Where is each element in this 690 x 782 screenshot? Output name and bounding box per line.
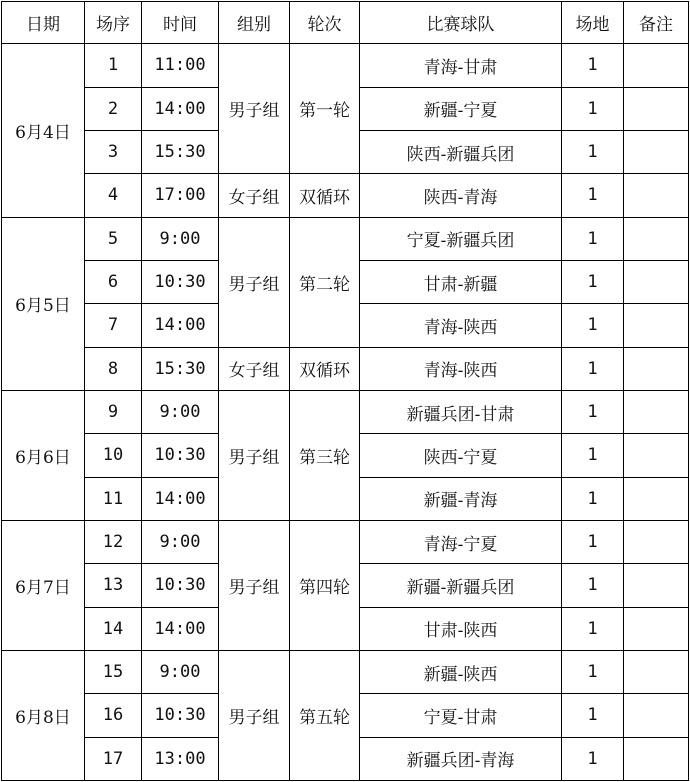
teams-cell: 陕西-新疆兵团 — [360, 130, 562, 173]
teams-cell: 新疆-青海 — [360, 477, 562, 520]
header-venue: 场地 — [562, 2, 624, 44]
table-row — [2, 390, 689, 433]
venue-cell: 1 — [562, 304, 624, 347]
seq-cell: 8 — [85, 347, 142, 390]
group-cell: 女子组 — [219, 174, 290, 217]
table-header-row — [2, 2, 689, 44]
teams-cell: 青海-宁夏 — [360, 520, 562, 563]
time-cell: 13:00 — [142, 737, 219, 780]
header-teams: 比赛球队 — [360, 2, 562, 44]
time-cell: 10:30 — [142, 564, 219, 607]
table-row — [2, 650, 689, 693]
date-cell: 6月8日 — [2, 650, 85, 780]
seq-cell: 7 — [85, 304, 142, 347]
note-cell — [624, 737, 689, 780]
teams-cell: 宁夏-甘肃 — [360, 694, 562, 737]
note-cell — [624, 217, 689, 260]
group-cell: 男子组 — [219, 650, 290, 780]
header-date: 日期 — [2, 2, 85, 44]
note-cell — [624, 347, 689, 390]
venue-cell: 1 — [562, 434, 624, 477]
table-row — [2, 347, 689, 390]
venue-cell: 1 — [562, 607, 624, 650]
venue-cell: 1 — [562, 694, 624, 737]
note-cell — [624, 304, 689, 347]
time-cell: 14:00 — [142, 87, 219, 130]
date-cell: 6月4日 — [2, 44, 85, 217]
time-cell: 10:30 — [142, 260, 219, 303]
time-cell: 11:00 — [142, 44, 219, 87]
round-cell: 第五轮 — [290, 650, 360, 780]
group-cell: 男子组 — [219, 390, 290, 520]
time-cell: 10:30 — [142, 434, 219, 477]
venue-cell: 1 — [562, 174, 624, 217]
time-cell: 10:30 — [142, 694, 219, 737]
date-cell: 6月5日 — [2, 217, 85, 390]
teams-cell: 新疆-新疆兵团 — [360, 564, 562, 607]
table-row — [2, 44, 689, 87]
seq-cell: 3 — [85, 130, 142, 173]
time-cell: 17:00 — [142, 174, 219, 217]
header-group: 组别 — [219, 2, 290, 44]
seq-cell: 5 — [85, 217, 142, 260]
venue-cell: 1 — [562, 260, 624, 303]
teams-cell: 新疆兵团-青海 — [360, 737, 562, 780]
seq-cell: 13 — [85, 564, 142, 607]
teams-cell: 宁夏-新疆兵团 — [360, 217, 562, 260]
seq-cell: 15 — [85, 650, 142, 693]
venue-cell: 1 — [562, 564, 624, 607]
time-cell: 14:00 — [142, 304, 219, 347]
note-cell — [624, 694, 689, 737]
note-cell — [624, 44, 689, 87]
round-cell: 第三轮 — [290, 390, 360, 520]
time-cell: 15:30 — [142, 347, 219, 390]
date-cell: 6月6日 — [2, 390, 85, 520]
header-note: 备注 — [624, 2, 689, 44]
teams-cell: 陕西-青海 — [360, 174, 562, 217]
venue-cell: 1 — [562, 737, 624, 780]
header-time: 时间 — [142, 2, 219, 44]
note-cell — [624, 650, 689, 693]
seq-cell: 4 — [85, 174, 142, 217]
table-row — [2, 520, 689, 563]
teams-cell: 新疆兵团-甘肃 — [360, 390, 562, 433]
seq-cell: 14 — [85, 607, 142, 650]
round-cell: 第二轮 — [290, 217, 360, 347]
table-row — [2, 174, 689, 217]
round-cell: 双循环 — [290, 174, 360, 217]
venue-cell: 1 — [562, 520, 624, 563]
teams-cell: 新疆-宁夏 — [360, 87, 562, 130]
teams-cell: 青海-陕西 — [360, 304, 562, 347]
venue-cell: 1 — [562, 347, 624, 390]
teams-cell: 甘肃-陕西 — [360, 607, 562, 650]
time-cell: 9:00 — [142, 650, 219, 693]
note-cell — [624, 130, 689, 173]
seq-cell: 2 — [85, 87, 142, 130]
round-cell: 第四轮 — [290, 520, 360, 650]
venue-cell: 1 — [562, 44, 624, 87]
seq-cell: 1 — [85, 44, 142, 87]
time-cell: 14:00 — [142, 477, 219, 520]
venue-cell: 1 — [562, 477, 624, 520]
match-schedule-table — [1, 1, 689, 781]
round-cell: 第一轮 — [290, 44, 360, 174]
note-cell — [624, 434, 689, 477]
group-cell: 男子组 — [219, 217, 290, 347]
teams-cell: 青海-甘肃 — [360, 44, 562, 87]
note-cell — [624, 564, 689, 607]
note-cell — [624, 520, 689, 563]
time-cell: 9:00 — [142, 520, 219, 563]
note-cell — [624, 174, 689, 217]
seq-cell: 16 — [85, 694, 142, 737]
time-cell: 14:00 — [142, 607, 219, 650]
header-round: 轮次 — [290, 2, 360, 44]
venue-cell: 1 — [562, 130, 624, 173]
round-cell: 双循环 — [290, 347, 360, 390]
note-cell — [624, 390, 689, 433]
note-cell — [624, 260, 689, 303]
header-seq: 场序 — [85, 2, 142, 44]
group-cell: 男子组 — [219, 520, 290, 650]
group-cell: 女子组 — [219, 347, 290, 390]
venue-cell: 1 — [562, 650, 624, 693]
teams-cell: 青海-陕西 — [360, 347, 562, 390]
teams-cell: 陕西-宁夏 — [360, 434, 562, 477]
note-cell — [624, 477, 689, 520]
time-cell: 15:30 — [142, 130, 219, 173]
table-row — [2, 217, 689, 260]
group-cell: 男子组 — [219, 44, 290, 174]
venue-cell: 1 — [562, 217, 624, 260]
teams-cell: 新疆-陕西 — [360, 650, 562, 693]
time-cell: 9:00 — [142, 217, 219, 260]
seq-cell: 6 — [85, 260, 142, 303]
venue-cell: 1 — [562, 390, 624, 433]
seq-cell: 17 — [85, 737, 142, 780]
teams-cell: 甘肃-新疆 — [360, 260, 562, 303]
time-cell: 9:00 — [142, 390, 219, 433]
seq-cell: 11 — [85, 477, 142, 520]
date-cell: 6月7日 — [2, 520, 85, 650]
venue-cell: 1 — [562, 87, 624, 130]
seq-cell: 9 — [85, 390, 142, 433]
note-cell — [624, 87, 689, 130]
seq-cell: 12 — [85, 520, 142, 563]
note-cell — [624, 607, 689, 650]
seq-cell: 10 — [85, 434, 142, 477]
